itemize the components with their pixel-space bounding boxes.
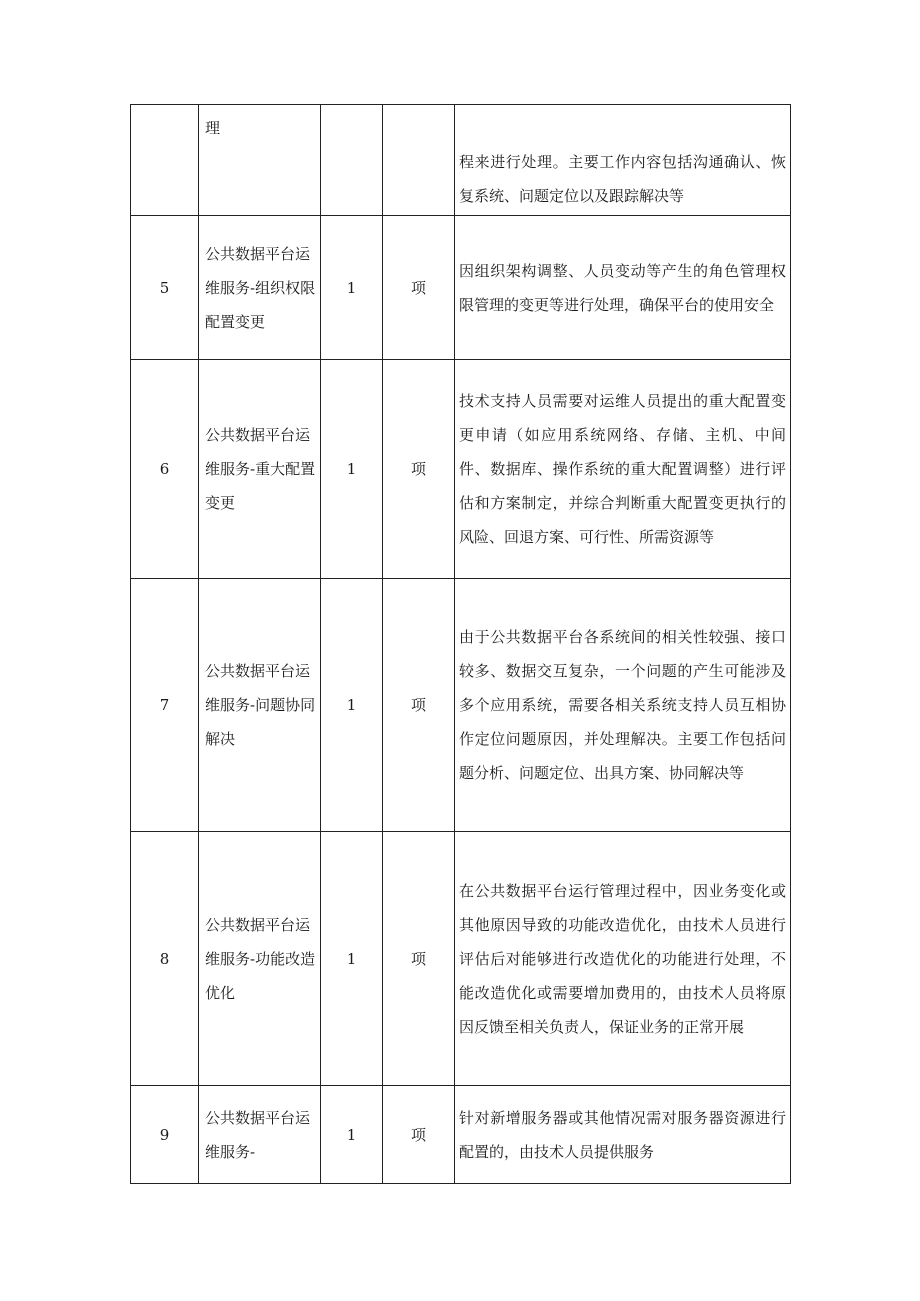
service-name: 公共数据平台运维服务-组织权限配置变更	[199, 216, 321, 360]
service-description: 在公共数据平台运行管理过程中，因业务变化或其他原因导致的功能改造优化，由技术人员进行评估后对能够进行改造优化的功能进行处理，不能改造优化或需要增加费用的，由技术人员将原因反馈至相关负责人，保证业务的正常开展	[455, 832, 791, 1086]
unit: 项	[383, 360, 455, 579]
service-description: 技术支持人员需要对运维人员提出的重大配置变更申请（如应用系统网络、存储、主机、中间件、数据库、操作系统的重大配置调整）进行评估和方案制定，并综合判断重大配置变更执行的风险、回退方案、可行性、所需资源等	[455, 360, 791, 579]
table-row	[131, 579, 791, 832]
service-description: 程来进行处理。主要工作内容包括沟通确认、恢复系统、问题定位以及跟踪解决等	[455, 105, 791, 216]
quantity: 1	[321, 360, 383, 579]
row-number: 7	[131, 579, 199, 832]
quantity: 1	[321, 216, 383, 360]
unit: 项	[383, 216, 455, 360]
service-name: 公共数据平台运维服务-	[199, 1086, 321, 1184]
table-row	[131, 105, 791, 216]
unit: 项	[383, 832, 455, 1086]
service-name: 公共数据平台运维服务-问题协同解决	[199, 579, 321, 832]
quantity	[321, 105, 383, 216]
row-number: 9	[131, 1086, 199, 1184]
service-name: 公共数据平台运维服务-功能改造优化	[199, 832, 321, 1086]
table-row	[131, 832, 791, 1086]
table-row	[131, 1086, 791, 1184]
table-row	[131, 216, 791, 360]
service-name: 公共数据平台运维服务-重大配置变更	[199, 360, 321, 579]
row-number: 8	[131, 832, 199, 1086]
service-name: 理	[199, 105, 321, 216]
unit	[383, 105, 455, 216]
quantity: 1	[321, 832, 383, 1086]
row-number	[131, 105, 199, 216]
service-description: 针对新增服务器或其他情况需对服务器资源进行配置的，由技术人员提供服务	[455, 1086, 791, 1184]
row-number: 6	[131, 360, 199, 579]
service-items-table	[130, 104, 791, 1184]
row-number: 5	[131, 216, 199, 360]
unit: 项	[383, 579, 455, 832]
service-description: 因组织架构调整、人员变动等产生的角色管理权限管理的变更等进行处理，确保平台的使用安全	[455, 216, 791, 360]
table-row	[131, 360, 791, 579]
quantity: 1	[321, 1086, 383, 1184]
service-description: 由于公共数据平台各系统间的相关性较强、接口较多、数据交互复杂，一个问题的产生可能涉及多个应用系统，需要各相关系统支持人员互相协作定位问题原因，并处理解决。主要工作包括问题分析、问题定位、出具方案、协同解决等	[455, 579, 791, 832]
unit: 项	[383, 1086, 455, 1184]
quantity: 1	[321, 579, 383, 832]
